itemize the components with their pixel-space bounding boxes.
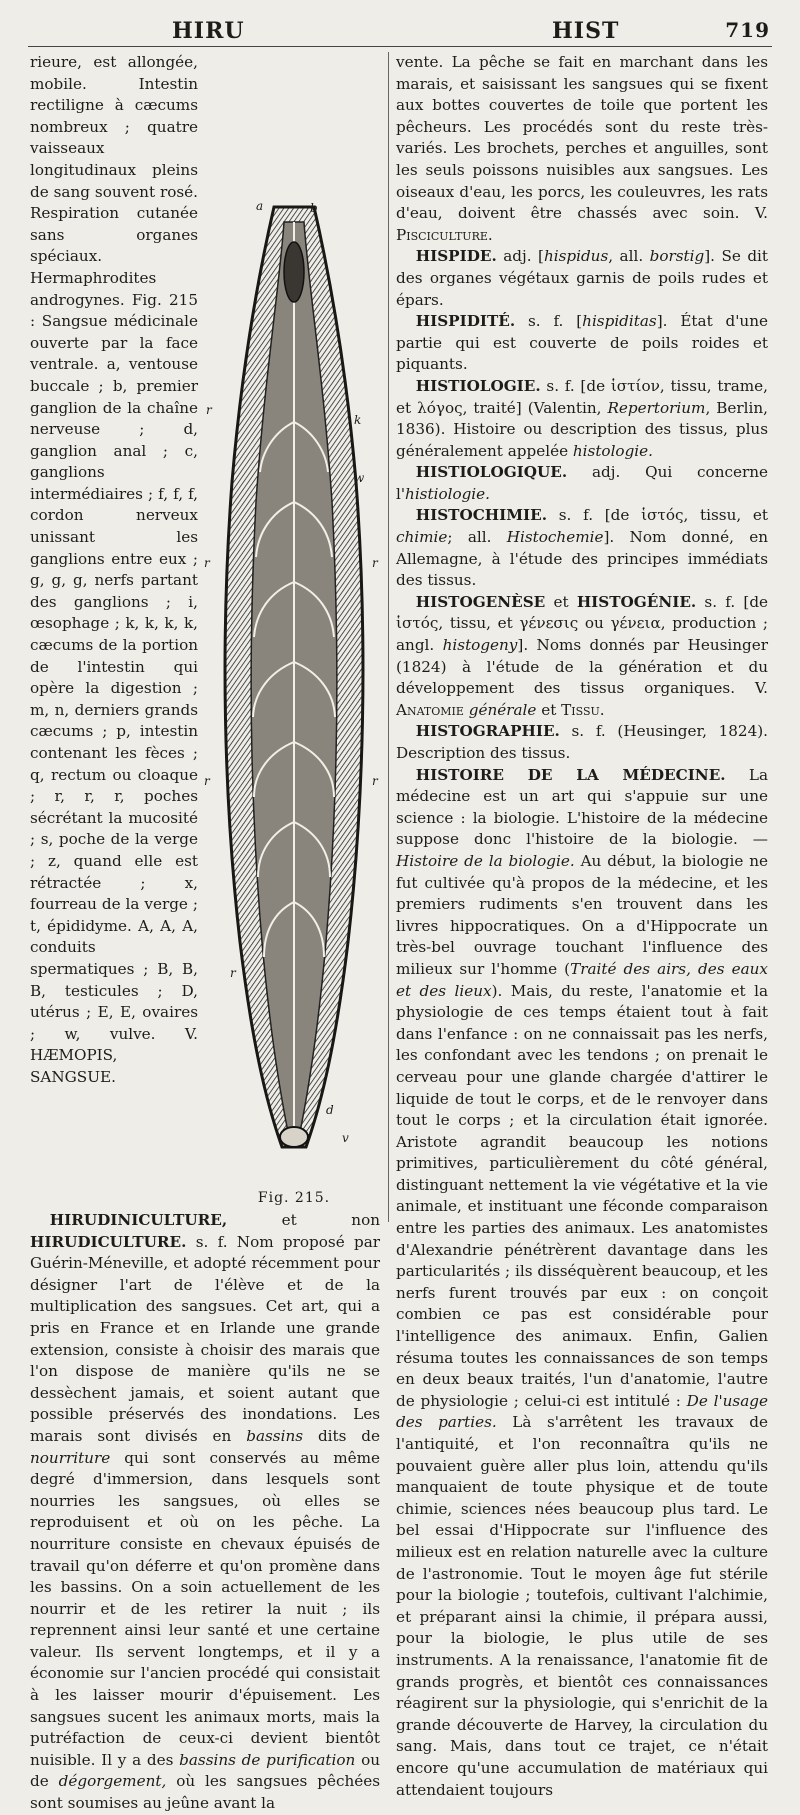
- entry-text: où les sangsues pêchées sont soumises au jeûne avant la: [30, 1772, 381, 1813]
- entry-head: HISTOGENÈSE: [415, 592, 546, 611]
- cross-reference: Anatomie: [396, 700, 464, 719]
- figure-label: a: [256, 199, 264, 213]
- histochimie-entry: [396, 505, 768, 591]
- running-head-left: HIRU: [172, 18, 245, 44]
- entry-text: adj. [: [503, 247, 544, 266]
- hispidite-entry: [396, 311, 768, 376]
- entry-text: La médecine est un art qui s'appuie sur une science : la biologie. L'histoire de la médecine suppose donc l'histoire de la biologie. —: [396, 765, 768, 849]
- entry-text: qui sont conservés au même degré d'immersion, dans lesquels sont nourries les sangsues, où elles se reproduisent et où on les pêche. La nourriture consiste en chevaux épuisés de travail qu'on déferre et qu'on promène dans les bassins. On a soin actuellement de les nourrir et de les retirer la nuit ; ils reprennent ainsi leur santé et une certaine valeur. Ils servent longtemps, et il y a économie sur l'ancien procédé qui consistait à les laisser mourir d'épuisement. Les sangsues sucent les animaux morts, mais la putréfaction de ceux-ci devient bientôt nuisible. Il y a des: [30, 1448, 380, 1769]
- entry-text: ]. État d'une partie qui est couverte de poils roides et piquants.: [396, 312, 768, 374]
- left-column: [30, 52, 380, 1815]
- entry-text: Là s'arrêtent les travaux de l'antiquité, et l'on reconnaîtra qu'ils ne pouvaient guère aller plus loin, attendu qu'ils manquaient de toute physique et de toute chimie, sciences nées beaucoup plus tard. Le bel essai d'Hippocrate sur l'influence des milieux est en relation naturelle avec la culture de l'astronomie. Tout le moyen âge fut stérile pour la biologie ; toutefois, cultivant l'alchimie, et préparant ainsi la chimie, il prépara aussi, pour la biologie, le plus utile de ses instruments. A la renaissance, l'anatomie fit de grands progrès, et bientôt ces connaissances réagirent sur la physiologie, qui s'enrichit de la grande découverte de Harvey, la circulation du sang. Mais, dans tout ce trajet, ce n'était encore qu'une accumulation de matériaux qui attendaient toujours: [396, 1413, 768, 1799]
- entry-text: ]. Se dit des organes végétaux garnis de poils rudes et épars.: [396, 247, 769, 309]
- entry-text: , Berlin, 1836). Histoire ou description des tissus, plus généralement appelée: [396, 398, 769, 460]
- entry-text: Histoire de la biologie.: [396, 851, 575, 870]
- histogenese-entry: [396, 592, 768, 722]
- entry-text: De l'usage des parties.: [396, 1391, 768, 1432]
- entry-text: chimie: [396, 528, 448, 547]
- figure-label: w: [354, 471, 365, 485]
- figure-label: b: [310, 201, 318, 215]
- histographie-entry: [396, 721, 768, 764]
- entry-text: ; all.: [447, 528, 492, 547]
- entry-text: , all.: [608, 247, 644, 266]
- entry-text: Repertorium: [607, 398, 706, 417]
- entry-text: dégorgement,: [58, 1772, 167, 1791]
- entry-head: HISTIOLOGIQUE.: [415, 463, 568, 482]
- entry-head: HISTOIRE DE LA MÉDECINE.: [415, 765, 726, 784]
- entry-head: HISTOGRAPHIE.: [415, 722, 560, 741]
- entry-text: Histochemie: [506, 528, 604, 547]
- figure-label: r: [206, 403, 212, 417]
- entry-text: et: [553, 592, 569, 611]
- entry-head: HIRUDICULTURE.: [30, 1232, 187, 1251]
- entry-text: s. f. [de ἱστός, tissu, et γένεσις ou γένεια, production ; angl.: [396, 592, 769, 655]
- entry-text: vente. La pêche se fait en marchant dans les marais, et saisissant les sangsues qui se fixent aux bottes couvertes de toile que portent les pêcheurs. Les procédés sont du reste très-variés. Les brochets, perches et anguilles, sont les seuls poissons nuisibles aux sangsues. Les oiseaux d'eau, les porcs, les couleuvres, les rats d'eau, doivent être chassés avec soin. V.: [396, 53, 768, 223]
- running-head-middle: HIST: [552, 18, 620, 44]
- histiologie-entry: [396, 376, 768, 462]
- leech-anatomy-illustration: [204, 182, 384, 1182]
- entry-text: et: [541, 700, 557, 719]
- entry-text: bassins de purification: [179, 1750, 356, 1769]
- right-column: [396, 52, 768, 1801]
- entry-text: histologie.: [572, 441, 653, 460]
- figure-label: r: [372, 774, 378, 788]
- figure-label: v: [342, 1131, 349, 1145]
- figure-label: r: [372, 556, 378, 570]
- entry-text: ou de: [30, 1750, 380, 1791]
- entry-text: bassins: [246, 1426, 304, 1445]
- entry-text: histogeny: [442, 636, 518, 655]
- entry-text: hispiditas: [582, 312, 657, 331]
- entry-text: ). Mais, du reste, l'anatomie et la physiologie de ces temps étaient tout à fait dans l'enfance : on ne connaissait pas les nerfs, les confondant avec les tendons ; on prenait le cerveau pour une glande chargée d'attirer le liquide de tout le corps, et de le renvoyer dans tout le corps ; et la circulation était ignorée. Aristote agrandit beaucoup les notions primitives, particulièrement du côté général, distinguant nettement la vie végétative et la vie animale, et instituant une féconde comparaison entre les parties des animaux. Les anatomistes d'Alexandrie pénétrèrent davantage dans les particularités ; ils disséquèrent beaucoup, et les nerfs furent trouvés par eux : on conçoit combien ce pas est considérable pour l'intelligence des animaux. Enfin, Galien résuma toutes les connaissances de son temps en deux beaux traités, l'un d'anatomie, l'autre de physiologie ; celui-ci est intitulé :: [396, 981, 768, 1410]
- entry-text: adj. Qui concerne l': [396, 463, 769, 503]
- leech-description: rieure, est allongée, mobile. Intestin rectiligne à cæcums nombreux ; quatre vaisseaux longitudinaux pleins de sang souvent rosé. Respiration cutanée sans organes spéciaux. Hermaphrodites androgynes. Fig. 215 : Sangsue médicinale ouverte par la face ventrale. a, ventouse buccale ; b, premier ganglion de la chaîne nerveuse ; d, ganglion anal ; c, ganglions intermédiaires ; f, f, f, cordon nerveux unissant les ganglions entre eux ; g, g, g, nerfs partant des ganglions ; i, œsophage ; k, k, k, k, cæcums de la portion de l'intestin qui opère la digestion ; m, n, derniers grands cæcums ; p, intestin contenant les fèces ; q, rectum ou cloaque ; r, r, r, poches sécrétant la mucosité ; s, poche de la verge ; z, quand elle est rétractée ; x, fourreau de la verge ; t, épididyme. A, A, A, conduits spermatiques ; B, B, B, testicules ; D, utérus ; E, E, ovaires ; w, vulve. V. HÆMOPIS, SANGSUE.: [30, 53, 198, 1086]
- entry-head: HISTIOLOGIE.: [415, 376, 541, 395]
- entry-text: s. f. Nom proposé par Guérin-Méneville, et adopté récemment pour désigner l'art de l'élève et de la multiplication des sangsues. Cet art, qui a pris en France et en Irlande une grande extension, consiste à choisir des marais que l'on dispose de manière qu'ils ne se dessèchent jamais, et soient autant que possible préservés des inondations. Les marais sont divisés en: [30, 1232, 381, 1445]
- entry-text: s. f. (Heusinger, 1824). Description des tissus.: [396, 722, 768, 762]
- hirudiniculture-continued: [396, 52, 768, 246]
- entry-text: ]. Noms donnés par Heusinger (1824) à l'étude de la génération et du développement des tissus organiques. V.: [396, 636, 768, 698]
- entry-text: histiologie.: [405, 484, 490, 503]
- cross-reference: Pisciculture.: [396, 225, 493, 244]
- cross-reference: générale: [468, 700, 537, 719]
- entry-head: HIRUDINICULTURE,: [49, 1211, 228, 1229]
- column-divider: [388, 52, 389, 1222]
- figure-leech: [204, 182, 384, 1210]
- entry-text: borstig: [649, 247, 705, 266]
- entry-head: HISTOGÉNIE.: [576, 592, 697, 611]
- figure-label: r: [230, 966, 236, 980]
- hispide-entry: [396, 246, 768, 311]
- page-number: 719: [725, 18, 770, 42]
- entry-text: s. f. [de ἱστίον, tissu, trame, et λόγος, traité] (Valentin,: [396, 376, 768, 417]
- histoire-medecine-entry: [396, 765, 768, 1802]
- figure-label: d: [326, 1103, 334, 1117]
- cross-reference: Tissu.: [561, 700, 605, 719]
- entry-head: HISPIDITÉ.: [415, 312, 516, 331]
- entry-text: Traité des airs, des eaux et des lieux: [396, 959, 768, 1000]
- histiologique-entry: [396, 462, 768, 505]
- entry-text: dits de: [317, 1426, 381, 1445]
- entry-text: nourriture: [30, 1448, 111, 1467]
- entry-text: et non: [281, 1211, 380, 1229]
- entry-head: HISTOCHIMIE.: [415, 506, 548, 525]
- figure-label: r: [204, 774, 210, 788]
- figure-label: k: [354, 413, 362, 427]
- entry-text: ]. Nom donné, en Allemagne, à l'étude des principes immédiats des tissus.: [396, 528, 769, 590]
- entry-text: Au début, la biologie ne fut cultivée qu'à propos de la médecine, et les premiers rudiments s'en trouvent dans les livres hippocratiques. On a d'Hippocrate un très-bel ouvrage touchant l'influence des milieux sur l'homme (: [396, 851, 768, 978]
- entry-text: s. f. [de ἱστός, tissu, et: [558, 506, 768, 525]
- entry-text: hispidus: [543, 247, 609, 266]
- header-rule: [28, 46, 772, 47]
- entry-text: s. f. [: [528, 312, 583, 331]
- figure-caption: Fig. 215.: [257, 1190, 331, 1207]
- figure-label: r: [204, 556, 210, 570]
- entry-head: HISPIDE.: [415, 247, 497, 266]
